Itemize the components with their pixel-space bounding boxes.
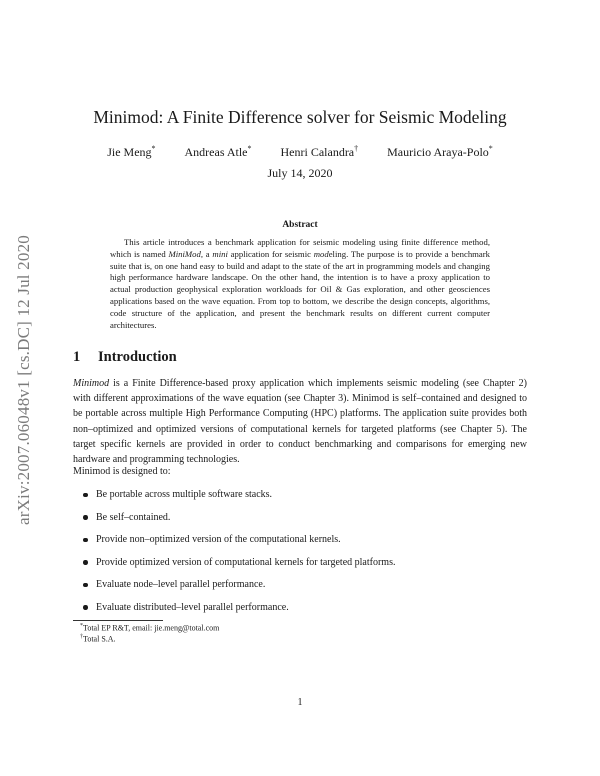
paper-title: Minimod: A Finite Difference solver for Seismic Modeling bbox=[93, 107, 507, 127]
list-intro: Minimod is designed to: bbox=[73, 466, 171, 477]
footnote: †Total S.A. bbox=[80, 634, 116, 644]
author-list bbox=[0, 144, 600, 160]
design-goals-list bbox=[73, 488, 527, 624]
bullet-icon bbox=[83, 538, 88, 543]
page-number: 1 bbox=[297, 697, 303, 708]
section-heading bbox=[73, 349, 177, 366]
section-title: Introduction bbox=[98, 349, 177, 365]
list-item: Be self–contained. bbox=[73, 511, 527, 534]
paper-date: July 14, 2020 bbox=[267, 166, 333, 180]
list-item: Provide optimized version of computational kernels for targeted platforms. bbox=[73, 556, 527, 579]
intro-paragraph: Minimod is a Finite Difference-based proxy application which implements seismic modeling (see Chapter 2) with different approximations of the wave equation (see Chapter 3). Minimod is self–contained and designed to be portable across multiple High Performance Computing (HPC) platforms. The application suite provides both non–optimized and optimized versions of computational kernels for targeted platforms (see Chapter 5). The target specific kernels are provided in order to conduct benchmarking and comparisons for emerging new hardware and programming technologies. bbox=[73, 378, 527, 466]
list-item: Provide non–optimized version of the computational kernels. bbox=[73, 533, 527, 556]
author: Mauricio Araya-Polo* bbox=[387, 144, 493, 159]
list-item: Evaluate node–level parallel performance. bbox=[73, 578, 527, 601]
abstract-body: This article introduces a benchmark application for seismic modeling using finite difference method, which is named MiniMod, a mini application for seismic modeling. The purpose is to provide a benchmark suite that is, on one hand easy to build and adapt to the state of the art in programming models and changing high performance hardware landscape. On the other hand, the intention is to have a proxy application to actual production geophysical exploration workloads for Oil & Gas exploration, and other geosciences applications based on the wave equation. From top to bottom, we describe the design concepts, algorithms, code structure of the application, and present the benchmark results on different current computer architectures. bbox=[110, 237, 491, 330]
bullet-icon bbox=[83, 583, 88, 588]
bullet-icon bbox=[83, 515, 88, 520]
section-number: 1 bbox=[73, 349, 81, 365]
list-item: Be portable across multiple software stacks. bbox=[73, 488, 527, 511]
footnote: *Total EP R&T, email: jie.meng@total.com bbox=[80, 623, 220, 633]
footnote-divider bbox=[73, 620, 163, 621]
bullet-icon bbox=[83, 560, 88, 565]
bullet-icon bbox=[83, 605, 88, 610]
abstract-heading: Abstract bbox=[282, 220, 318, 230]
bullet-icon bbox=[83, 493, 88, 498]
author: Henri Calandra† bbox=[280, 144, 359, 159]
arxiv-stamp-text: arXiv:2007.06048v1 [cs.DC] 12 Jul 2020 bbox=[14, 235, 33, 525]
author: Jie Meng* bbox=[107, 144, 156, 159]
list-item: Evaluate distributed–level parallel performance. bbox=[73, 601, 527, 624]
author: Andreas Atle* bbox=[184, 144, 252, 159]
arxiv-stamp bbox=[10, 210, 38, 550]
